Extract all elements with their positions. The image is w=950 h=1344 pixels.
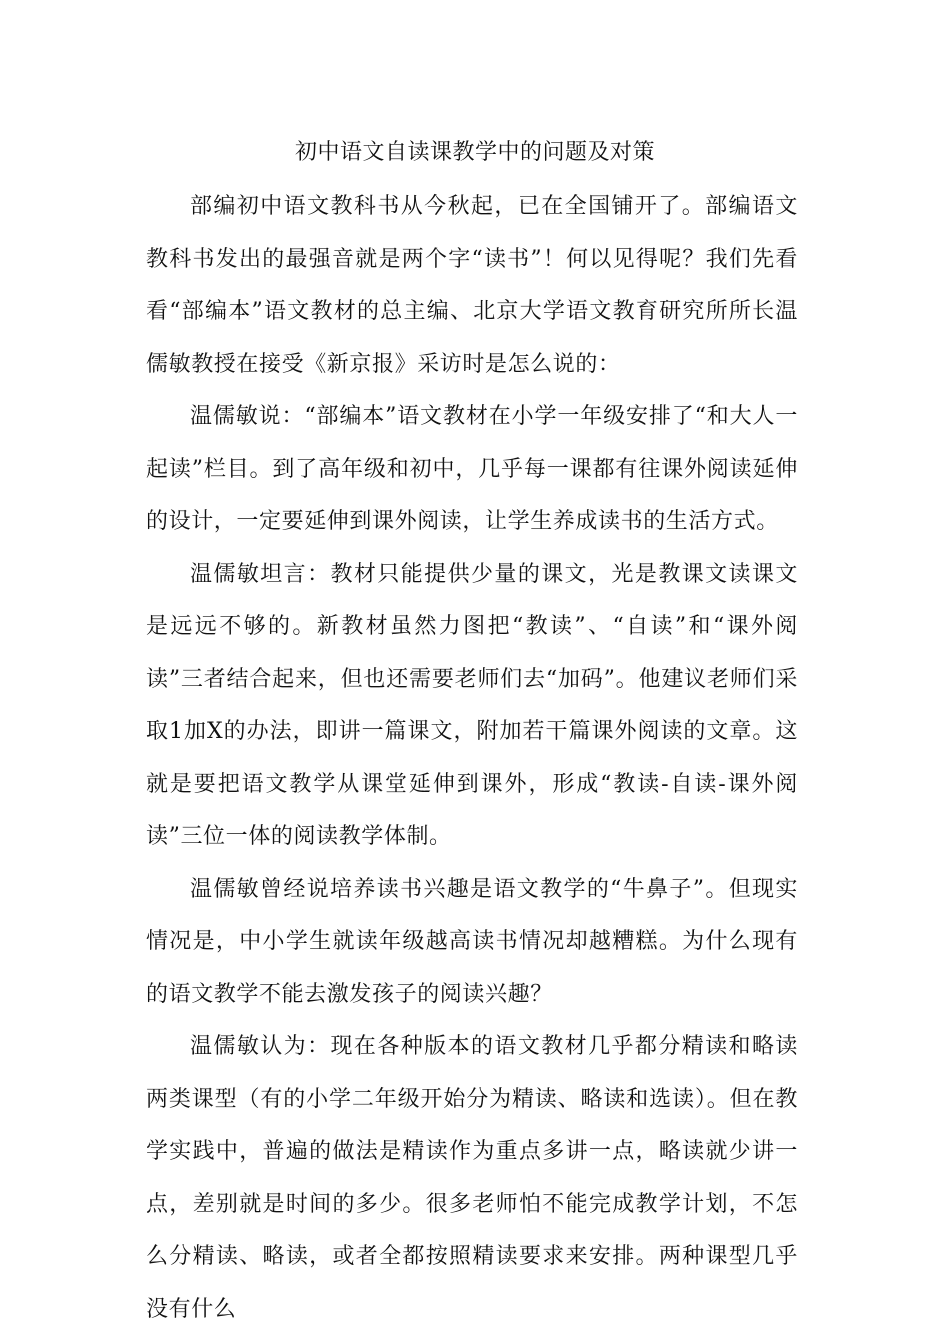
paragraph-3: 温儒敏坦言：教材只能提供少量的课文，光是教课文读课文是远远不够的。新教材虽然力图把“教读”、“自读”和“课外阅读”三者结合起来，但也还需要老师们去“加码”。他建议老师们采取1加X的办法，即讲一篇课文，附加若干篇课外阅读的文章。这就是要把语文教学从课堂延伸到课外，形成“教读-自读-课外阅读”三位一体的阅读教学体制。 [146,561,798,849]
document-title: 初中语文自读课教学中的问题及对策 [294,140,655,165]
document-body [146,181,798,1336]
paragraph-1: 部编初中语文教科书从今秋起，已在全国铺开了。部编语文教科书发出的最强音就是两个字“读书”！何以见得呢？我们先看看“部编本”语文教材的总主编、北京大学语文教育研究所所长温儒敏教授在接受《新京报》采访时是怎么说的： [146,194,798,377]
paragraph-4: 温儒敏曾经说培养读书兴趣是语文教学的“牛鼻子”。但现实情况是，中小学生就读年级越高读书情况却越糟糕。为什么现有的语文教学不能去激发孩子的阅读兴趣？ [146,876,798,1007]
paragraph-2: 温儒敏说：“部编本”语文教材在小学一年级安排了“和大人一起读”栏目。到了高年级和初中，几乎每一课都有往课外阅读延伸的设计，一定要延伸到课外阅读，让学生养成读书的生活方式。 [146,404,798,534]
paragraph-5: 温儒敏认为：现在各种版本的语文教材几乎都分精读和略读两类课型（有的小学二年级开始分为精读、略读和选读）。但在教学实践中，普遍的做法是精读作为重点多讲一点，略读就少讲一点，差别就是时间的多少。很多老师怕不能完成教学计划，不怎么分精读、略读，或者全都按照精读要求来安排。两种课型几乎没有什么 [146,1034,798,1322]
